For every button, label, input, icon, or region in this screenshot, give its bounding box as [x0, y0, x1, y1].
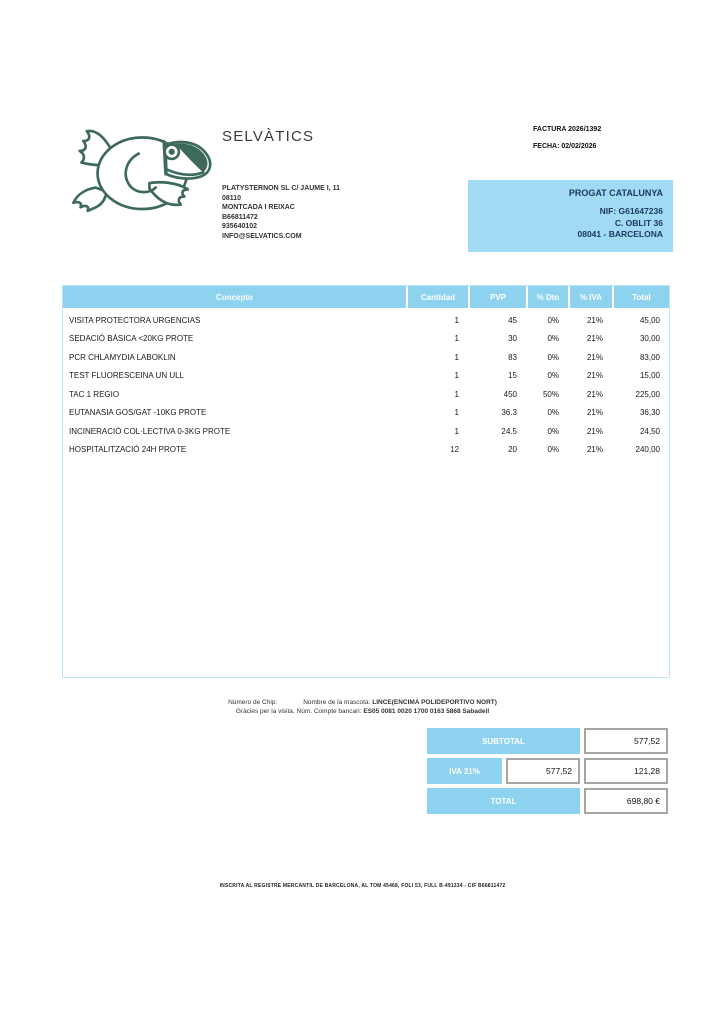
cell-concepto: SEDACIÓ BÁSICA <20KG PROTE [69, 334, 194, 344]
notes [0, 698, 725, 716]
company-address [222, 184, 340, 242]
cell-total: 83,00 [639, 352, 660, 362]
cell-dto: 50% [542, 389, 559, 399]
header-cantidad: Cantidad [408, 286, 468, 308]
invoice-meta [533, 126, 601, 150]
iva-value: 121,28 [584, 758, 668, 784]
cell-dto: 0% [547, 371, 559, 381]
cell-iva: 21% [586, 334, 603, 344]
cell-total: 240,00 [635, 445, 660, 455]
header-pvp: PVP [470, 286, 526, 308]
company-address-line: B66811472 [222, 213, 258, 221]
thanks-label: Gràcies per la visita. Núm. Compte bancari: [235, 708, 362, 715]
cell-pvp: 450 [503, 389, 517, 399]
cell-pvp: 30 [508, 334, 517, 344]
items-table-body [63, 308, 669, 459]
company-name: SELVÀTICS [222, 128, 315, 145]
table-row [63, 367, 669, 386]
cell-dto: 0% [547, 426, 559, 436]
pet-line [0, 698, 725, 707]
cell-iva: 21% [586, 445, 603, 455]
subtotal-row [427, 728, 668, 754]
cell-pvp: 45 [508, 315, 517, 325]
total-value: 698,80 € [584, 788, 668, 814]
cell-total: 15,00 [639, 371, 660, 381]
cell-concepto: PCR CHLAMYDIA LABOKLIN [69, 352, 176, 362]
cell-total: 30,00 [639, 334, 660, 344]
items-table-header [63, 286, 669, 308]
iva-base-value: 577,52 [506, 758, 580, 784]
header-dto: % Dto [528, 286, 568, 308]
header-iva: % IVA [570, 286, 612, 308]
items-table [62, 285, 670, 678]
cell-total: 24,50 [639, 426, 660, 436]
cell-iva: 21% [586, 426, 603, 436]
subtotal-value: 577,52 [584, 728, 668, 754]
cell-total: 36,30 [639, 408, 660, 418]
company-address-line: MONTCADA I REIXAC [222, 204, 295, 212]
table-row [63, 311, 669, 330]
table-row [63, 385, 669, 404]
bank-account: ES05 0081 0020 1700 0163 5868 Sabadell [363, 708, 490, 715]
company-address-line: 935640102 [222, 223, 258, 231]
iva-label: IVA 21% [427, 758, 502, 784]
company-address-line: PLATYSTERNON SL C/ JAUME I, 11 [222, 185, 340, 192]
cell-cantidad: 1 [454, 352, 459, 362]
cell-dto: 0% [547, 408, 559, 418]
table-row [63, 330, 669, 349]
company-address-line: 08110 [222, 194, 242, 202]
table-row [63, 422, 669, 441]
registry-footer: INSCRITA AL REGISTRE MERCANTIL DE BARCELONA, AL TOM 45468, FOLI 53, FULL B-491334 - CIF B66811472 [219, 883, 506, 889]
cell-iva: 21% [586, 371, 603, 381]
client-nif: NIF: G61647236 [599, 206, 663, 216]
cell-dto: 0% [547, 445, 559, 455]
cell-cantidad: 1 [454, 426, 459, 436]
header-concepto: Concepto [63, 286, 406, 308]
chip-label: Número de Chip: [228, 699, 278, 706]
cell-pvp: 20 [508, 445, 517, 455]
client-city: 08041 - BARCELONA [577, 229, 663, 239]
cell-iva: 21% [586, 389, 603, 399]
table-row [63, 404, 669, 423]
cell-cantidad: 1 [454, 371, 459, 381]
header-total: Total [614, 286, 669, 308]
cell-cantidad: 1 [454, 389, 459, 399]
iva-row [427, 758, 668, 784]
cell-concepto: HOSPITALITZACIÓ 24H PROTE [69, 445, 187, 455]
cell-iva: 21% [586, 352, 603, 362]
cell-cantidad: 1 [454, 315, 459, 325]
toucan-logo [60, 116, 212, 218]
pet-name: LINCE(ENCIMA POLIDEPORTIVO NORT) [372, 699, 497, 706]
total-label: TOTAL [427, 788, 580, 814]
bank-line [0, 707, 725, 716]
cell-dto: 0% [547, 315, 559, 325]
cell-pvp: 24.5 [501, 426, 517, 436]
cell-total: 225,00 [635, 389, 660, 399]
total-row [427, 788, 668, 814]
table-row [63, 441, 669, 460]
table-row [63, 348, 669, 367]
cell-concepto: TAC 1 REGIO [69, 389, 120, 399]
cell-pvp: 15 [508, 371, 517, 381]
client-address: C. OBLIT 36 [614, 217, 663, 228]
invoice-number: FACTURA 2026/1392 [533, 126, 602, 133]
cell-concepto: EUTANASIA GOS/GAT -10KG PROTE [69, 408, 207, 418]
client-name: PROGAT CATALUNYA [568, 188, 663, 198]
cell-pvp: 83 [508, 352, 517, 362]
invoice-date: FECHA: 02/02/2026 [533, 143, 597, 150]
cell-iva: 21% [586, 315, 603, 325]
client-box [468, 180, 673, 252]
cell-concepto: VISITA PROTECTORA URGENCIAS [69, 315, 201, 325]
subtotal-label: SUBTOTAL [427, 728, 580, 754]
cell-iva: 21% [586, 408, 603, 418]
cell-cantidad: 1 [454, 334, 459, 344]
cell-concepto: INCINERACIÓ COL·LECTIVA 0-3KG PROTE [69, 426, 231, 436]
cell-total: 45,00 [639, 315, 660, 325]
cell-dto: 0% [547, 352, 559, 362]
cell-cantidad: 12 [450, 445, 459, 455]
pet-label: Nombre de la mascota: [303, 699, 371, 706]
cell-concepto: TEST FLUORESCEINA UN ULL [69, 371, 184, 381]
cell-dto: 0% [547, 334, 559, 344]
cell-cantidad: 1 [454, 408, 459, 418]
cell-pvp: 36.3 [501, 408, 517, 418]
toucan-icon [60, 116, 212, 218]
company-address-line: INFO@SELVATICS.COM [222, 232, 302, 240]
